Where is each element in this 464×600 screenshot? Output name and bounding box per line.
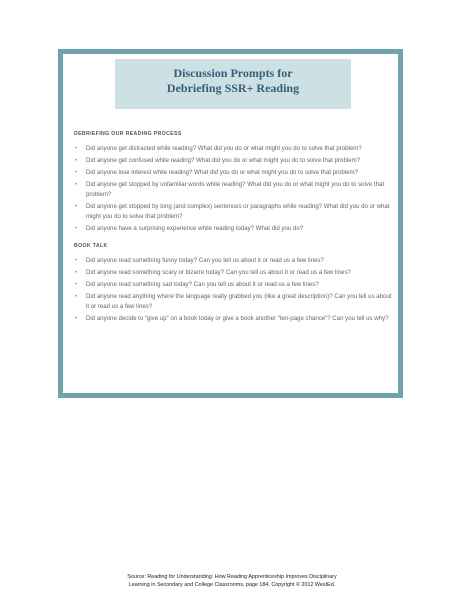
title-line-1: Discussion Prompts for: [173, 66, 293, 80]
list-item: [74, 180, 392, 201]
prompt-card: [58, 49, 403, 398]
item-text: Did anyone lose interest while reading? What did you do or what might you do to solve that problem?: [86, 168, 359, 176]
item-text: Did anyone have a surprising experience while reading today? What did you do?: [86, 225, 304, 233]
item-text: Did anyone get distracted while reading? What did you do or what might you do to solve that problem?: [86, 145, 362, 152]
section-heading-debriefing: DEBRIEFING OUR READING PROCESS: [74, 131, 182, 137]
list-item: [74, 156, 392, 166]
source-line-1: Source: Reading for Understanding: How Reading Apprenticeship Improves Disciplinary: [127, 574, 337, 580]
list-item: [74, 292, 392, 313]
item-text: Did anyone get stopped by long (and complex) sentences or paragraphs while reading? What did you do or what might you do to solve that problem?: [86, 202, 390, 221]
bullet-icon: •: [75, 225, 78, 233]
bullet-icon: •: [75, 293, 78, 301]
title-box: [115, 59, 351, 109]
bullet-icon: •: [75, 202, 78, 210]
item-text: Did anyone read something scary or bizarre today? Can you tell us about it or read us a few lines?: [86, 269, 351, 277]
bullet-icon: •: [75, 269, 78, 277]
list-item: [74, 202, 392, 223]
item-text: Did anyone get confused while reading? What did you do or what might you do to solve that problem?: [86, 156, 361, 164]
list-item: [74, 256, 392, 266]
bullet-icon: •: [75, 156, 78, 164]
bullet-icon: •: [75, 168, 78, 176]
bullet-icon: •: [75, 281, 78, 289]
book-talk-list: [74, 256, 392, 324]
item-text: Did anyone get stopped by unfamiliar words while reading? What did you do or what might you do to solve that problem?: [86, 180, 385, 198]
item-text: Did anyone read anything where the language really grabbed you (like a great description)? Can you tell us about it or read us a few lines?: [86, 293, 392, 311]
bullet-icon: •: [75, 257, 78, 265]
bullet-icon: •: [75, 180, 78, 188]
list-item: [74, 280, 392, 290]
bullet-icon: •: [75, 145, 78, 152]
debriefing-list: [74, 144, 392, 234]
card-content: [74, 131, 392, 326]
list-item: [74, 314, 392, 324]
list-item: [74, 168, 392, 178]
list-item: [74, 268, 392, 278]
source-citation: [0, 574, 464, 589]
title-line-2: Debriefing SSR+ Reading: [166, 81, 300, 95]
item-text: Did anyone read something sad today? Can you tell us about it or read us a few lines?: [86, 281, 319, 289]
item-text: Did anyone read something funny today? Can you tell us about it or read us a few lines?: [86, 257, 324, 265]
source-line-2: Learning in Secondary and College Classrooms, page 184. Copyright © 2012 WestEd.: [128, 581, 336, 588]
section-heading-book-talk: BOOK TALK: [74, 243, 108, 250]
bullet-icon: •: [75, 315, 78, 323]
list-item: [74, 144, 392, 154]
item-text: Did anyone decide to “give up” on a book today or give a book another “ten-page chance”? Can you tell us why?: [86, 315, 389, 323]
list-item: [74, 224, 392, 234]
